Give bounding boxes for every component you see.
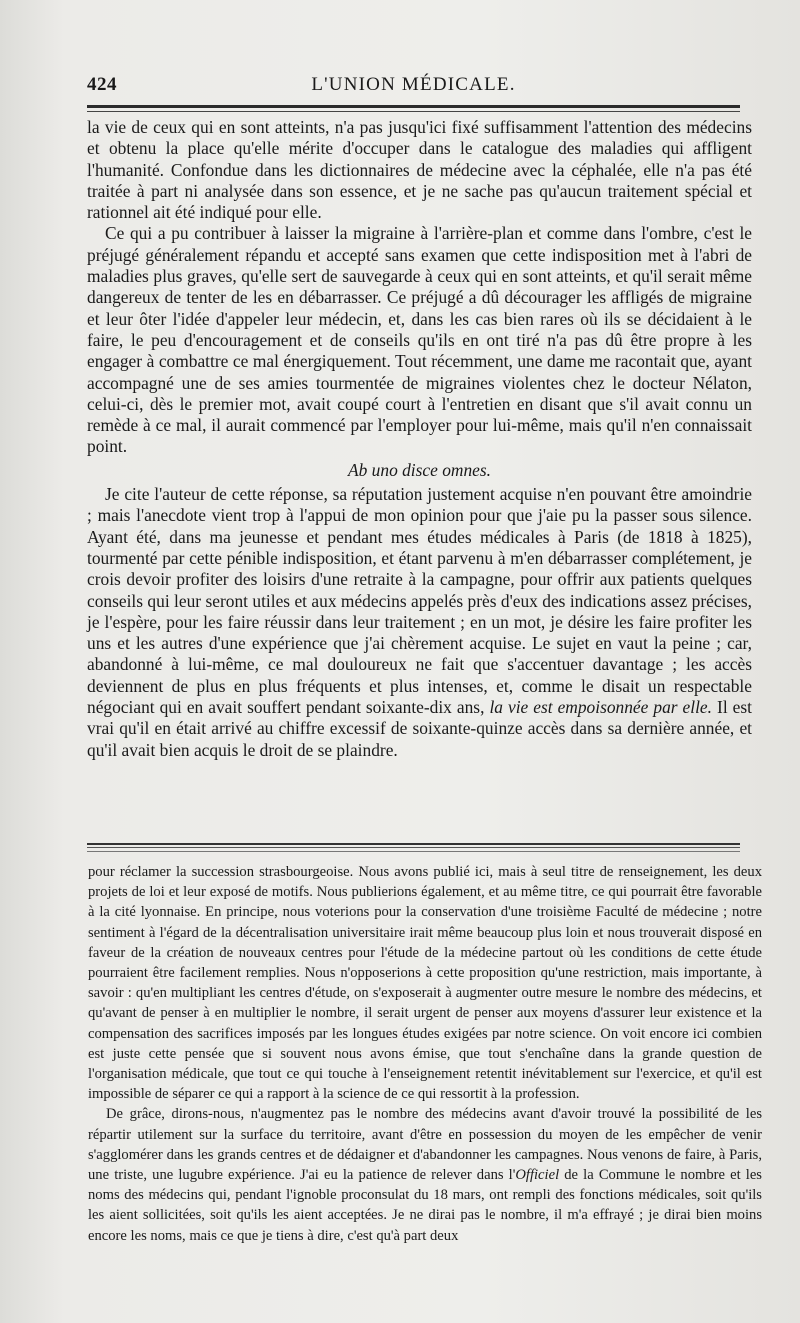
paragraph-3-text-b: Il est vrai qu'il en était arrivé au chiffre excessif de soixante-quinze accès dans sa dernière année, et qu'il avait bien acquis le droit de se plaindre. (87, 697, 752, 760)
article-paragraph-2: Ce qui a pu contribuer à laisser la migraine à l'arrière-plan et comme dans l'ombre, c'est le préjugé généralement répandu et accepté sans examen que cette indisposition met à l'abri de maladies plus graves, qu'elle sert de sauvegarde à ceux qui en sont atteints, et qu'il serait même dangereux de tenter de les en débarrasser. Ce préjugé a dû décourager les affligés de migraine et leur ôter l'idée d'appeler leur médecin, et, dans les cas bien rares où ils se décidaient à le faire, le peu d'encouragement et de conseils qu'ils en ont tiré n'a pas dû être propre à les engager à combattre ce mal énergiquement. Tout récemment, une dame me racontait que, ayant accompagné une de ses amies tourmentée de migraines violentes chez le docteur Nélaton, celui-ci, dès le premier mot, avait coupé court à l'entretien en disant que s'il avait connu un remède à ce mal, il aurait commencé par l'employer pour lui-même, mais qu'il n'en connaissait point. (87, 223, 752, 457)
article-paragraph-1: la vie de ceux qui en sont atteints, n'a pas jusqu'ici fixé suffisamment l'attention des médecins et obtenu la place qu'elle mérite d'occuper dans le catalogue des maladies qui affligent l'humanité. Confondue dans les dictionnaires de médecine avec la céphalée, elle n'a pas été traitée à part ni analysée dans son essence, et je ne sache pas qu'aucun traitement spécial et rationnel ait été indiqué pour elle. (87, 117, 752, 223)
latin-motto: Ab uno disce omnes. (348, 459, 491, 480)
paragraph-3-text-a: Je cite l'auteur de cette réponse, sa réputation justement acquise n'en pouvant être amoindrie ; mais l'anecdote vient trop à l'appui de mon opinion pour que j'aie pu la passer sous silence. Ayant été, dans ma jeunesse et pendant mes études médicales à Paris (de 1818 à 1825), tourmenté par cette pénible indisposition, et étant parvenu à m'en débarrasser complétement, je crois devoir profiter des loisirs d'une retraite à la campagne, pour offrir aux patients quelques conseils qui leur seront utiles et aux médecins appelés près d'eux des indications assez précises, je l'espère, pour les faire réussir dans leur traitement ; en un mot, je désire les faire profiter les uns et les autres d'une expérience que j'ai chèrement acquise. Le sujet en vaut la peine ; car, abandonné à lui-même, ce mal douloureux ne fait que s'accentuer davantage ; les accès deviennent de plus en plus fréquents et plus intenses, et, comme le disait un respectable négociant qui en avait souffert pendant soixante-dix ans, (87, 484, 752, 718)
paragraph-3-italic-quote: la vie est empoisonnée par elle. (489, 697, 713, 718)
footnote-paragraph-2 (88, 1104, 762, 1245)
footnote-separator (87, 843, 740, 852)
page-number: 424 (87, 74, 117, 95)
article-body (87, 117, 752, 761)
page-header (87, 74, 740, 100)
footnote-2-text-a: De grâce, dirons-nous, n'augmentez pas le nombre des médecins avant d'avoir trouvé la possibilité de les répartir utilement sur la surface du territoire, avant d'être en possession du moyen de les empêcher de venir s'agglomérer dans les grands centres et de dédaigner et d'abandonner les campagnes. Nous venons de faire, à Paris, une triste, une lugubre expérience. J'ai eu la patience de relever dans l' (88, 1106, 762, 1184)
journal-title: L'UNION MÉDICALE. (311, 74, 516, 95)
footnote-2-text-b: de la Commune le nombre et les noms des médecins qui, pendant l'ignoble proconsulat du 18 mars, ont rempli des fonctions médicales, soit qu'ils les aient sollicitées, soit qu'ils les aient acceptées. Je ne dirai pas le nombre, il m'a effrayé ; je dirai bien moins encore les noms, mais ce que je tiens à dire, c'est qu'à part deux (88, 1167, 762, 1244)
footnote-paragraph-1: pour réclamer la succession strasbourgeoise. Nous avons publié ici, mais à seul titre de renseignement, les deux projets de loi et leur exposé de motifs. Nous publierions également, et au même titre, ce qui pourrait être favorable à la cité lyonnaise. En principe, nous voterions pour la conservation d'une troisième Faculté de médecine ; notre sentiment à l'égard de la décentralisation universitaire irait même beaucoup plus loin et nous trouverait disposé en faveur de la création de nouveaux centres pour l'étude de la médecine partout où les conditions de cette étude pourraient être facilement remplies. Nous n'opposerions à cette proposition qu'une restriction, mais importante, à savoir : qu'en multipliant les centres d'étude, on s'exposerait à augmenter outre mesure le nombre des médecins, et qu'avant de penser à en multiplier le nombre, il serait urgent de penser aux moyens d'assurer leur existence et la compensation des sacrifices imposés par les longues études exigées par notre science. On voit encore ici combien est juste cette pensée que si souvent nous avons émise, que tout s'enchaîne dans la grande question de l'organisation médicale, que tout ce qui touche à l'enseignement retentit inévitablement sur l'exercice, et qu'il est impossible de séparer ce qui a rapport à la science de ce qui ressortit à la profession. (88, 864, 762, 1103)
footnote-block (88, 862, 762, 1246)
article-paragraph-3 (87, 484, 752, 761)
footnote-2-italic-officiel: Officiel (515, 1167, 560, 1184)
